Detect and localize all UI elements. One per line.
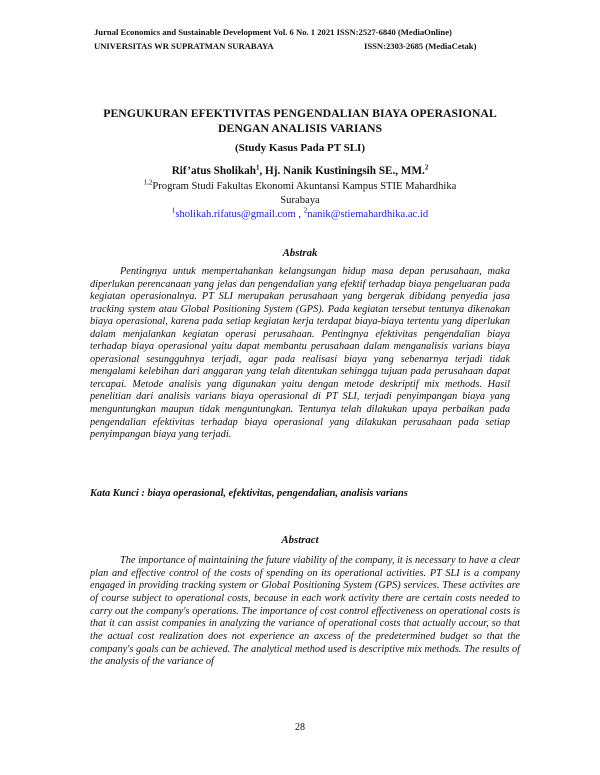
paper-subtitle: (Study Kasus Pada PT SLI) [234, 142, 365, 154]
email-separator: , [295, 209, 304, 220]
keywords-label: Kata Kunci : [90, 488, 148, 499]
abstrak-body [90, 266, 510, 442]
author-1-sup: 1 [255, 163, 260, 172]
email-2-link[interactable]: nanik@stiemahardhika.ac.id [307, 209, 429, 220]
paper-title [60, 106, 540, 136]
issn-print-header: ISSN:2303-2685 (MediaCetak) [364, 41, 477, 51]
author-line [60, 165, 540, 177]
abstract-heading: Abstract [281, 534, 319, 546]
title-line-1: PENGUKURAN EFEKTIVITAS PENGENDALIAN BIAYA OPERASIONAL [103, 106, 497, 120]
keywords [90, 488, 520, 499]
email-2-sup: 2 [303, 206, 308, 215]
title-line-2: DENGAN ANALISIS VARIANS [217, 121, 383, 135]
affiliation-sup: 1,2 [143, 178, 153, 187]
abstract-text: The importance of maintaining the future viability of the company, it is necessary to have a clear plan and effective control of the costs of spending on its operational activities. PT SLI is a company engaged in providing tracking system or Global Positioning System (GPS) services. These activites are of course subject to operational costs, because in each work activity there are certain costs needed to carry out the company's operations. The importance of cost control effectiveness on operational costs is that it can assist companies in analyzing the variance of operational costs that actually accour, so that the actual cost realization does not experience an axcess of the predetermined budget so that the company's goals can be achieved. The analytical method used is descriptive mix methods. The results of the analysis of the variance of [90, 555, 520, 668]
author-2-sup: 2 [424, 163, 429, 172]
university-header: UNIVERSITAS WR SUPRATMAN SURABAYA [94, 41, 274, 51]
affiliation-line-2: Surabaya [280, 195, 320, 206]
abstrak-text: Pentingnya untuk mempertahankan kelangsungan hidup masa depan perusahaan, maka diperlukan perencanaan yang jelas dan pengendalian yang efektif terhadap biaya pengeluaran pada kegiatan operasionalnya. PT SLI merupakan perusahaan yang bergerak dibidang penyedia jasa tracking system atau Global Positioning System (GPS). Pada kegiatan tersebut tentunya dikenakan biaya operasional, karena pada setiap kegiatan kerja terdapat biaya-biaya tertentu yang diperlukan dalam menjalankan kegiatan operasi perusahaan. Pentingnya efektivitas pengendalian biaya terhadap biaya operasional yaitu dapat membantu perusahaan dalam menganalisis varians biaya operasional sesungguhnya terjadi, agar pada realisasi biaya yang sebenarnya terjadi tidak mengalami kelebihan dari anggaran yang telah ditentukan sehingga tujuan pada perusahaan dapat tercapai. Metode analisis yang digunakan yaitu dengan metode deskriptif mix methods. Hasil penelitian dari analisis varians biaya operasional di PT SLI, terjadi penyimpangan biaya yang menguntungkan maupun tidak menguntungkan. Tentunya telah dilakukan upaya perbaikan pada pengendalian efektivitas terhadap biaya operasional yang dilakukan perusahaan pada setiap penyimpangan biaya yang terjadi. [90, 266, 510, 441]
page-number: 28 [295, 722, 305, 733]
affiliation [60, 180, 540, 208]
affiliation-line-1: Program Studi Fakultas Ekonomi Akuntansi Kampus STIE Mahardhika [152, 181, 457, 192]
author-2: Hj. Nanik Kustiningsih SE., MM. [265, 165, 425, 177]
journal-header: Jurnal Economics and Sustainable Development Vol. 6 No. 1 2021 ISSN:2527-6840 (MediaOnline) [94, 27, 452, 37]
author-1: Rif’atus Sholikah [171, 165, 256, 177]
keywords-text: biaya operasional, efektivitas, pengendalian, analisis varians [147, 488, 408, 499]
abstrak-heading: Abstrak [282, 247, 318, 259]
abstract-body [90, 555, 520, 669]
author-separator: , [259, 165, 266, 177]
email-1-sup: 1 [171, 206, 176, 215]
email-1-link[interactable]: sholikah.rifatus@gmail.com [175, 209, 296, 220]
email-line [60, 208, 540, 222]
